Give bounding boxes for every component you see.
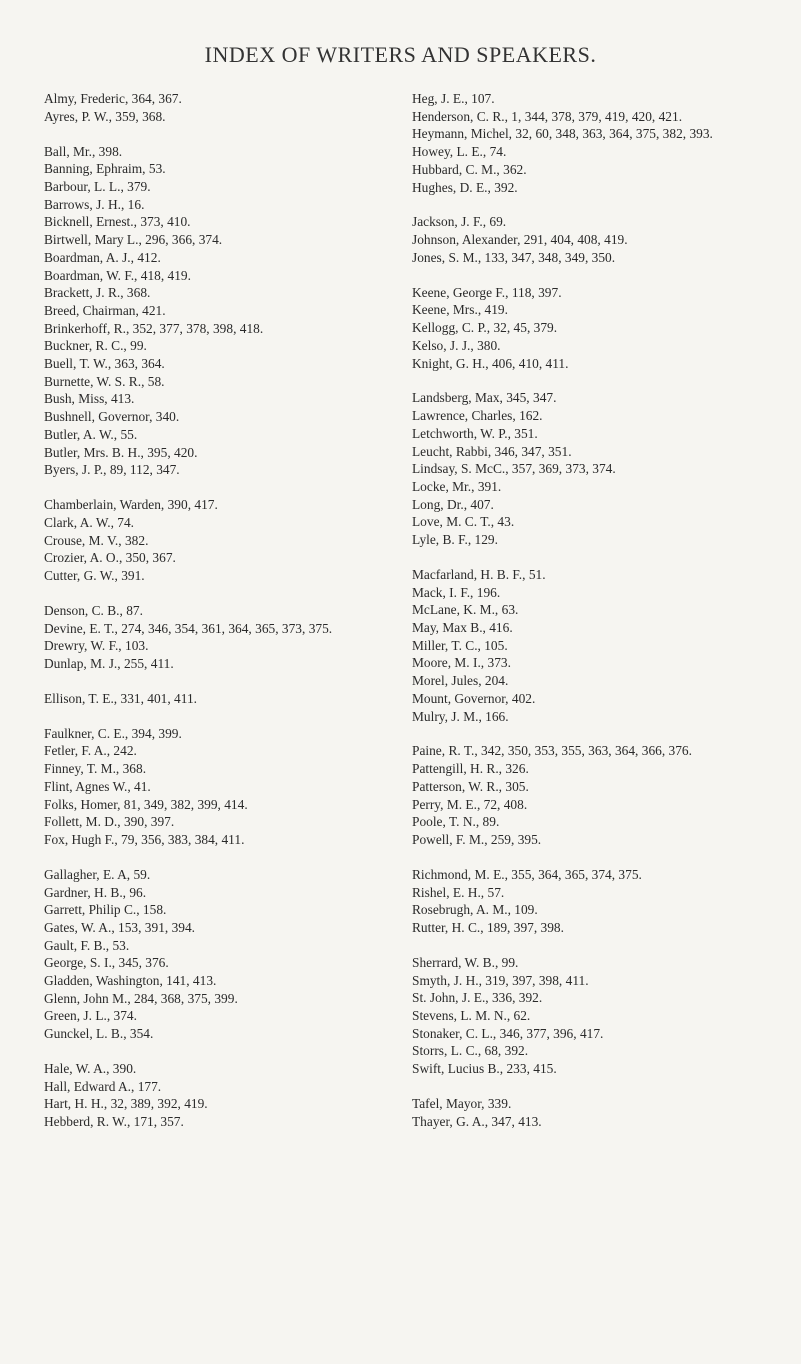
index-entry: Hale, W. A., 390.: [44, 1061, 137, 1077]
index-entry: Miller, T. C., 105.: [412, 637, 508, 653]
index-entry: Crozier, A. O., 350, 367.: [44, 550, 176, 566]
index-entry: Follett, M. D., 390, 397.: [44, 814, 175, 830]
index-entry: Garrett, Philip C., 158.: [44, 902, 167, 918]
index-entry: Lawrence, Charles, 162.: [412, 408, 543, 424]
index-letter-group: [44, 1060, 384, 1131]
index-entry: Johnson, Alexander, 291, 404, 408, 419.: [412, 232, 628, 248]
index-letter-group: [412, 954, 792, 1078]
index-entry: Folks, Homer, 81, 349, 382, 399, 414.: [44, 796, 248, 812]
index-entry: Rutter, H. C., 189, 397, 398.: [412, 919, 564, 935]
index-entry: Gates, W. A., 153, 391, 394.: [44, 919, 196, 935]
index-entry: Morel, Jules, 204.: [412, 673, 509, 689]
index-letter-group: [412, 566, 792, 725]
index-entry: Bushnell, Governor, 340.: [44, 409, 180, 425]
index-entry: Brackett, J. R., 368.: [44, 285, 151, 301]
index-entry: Birtwell, Mary L., 296, 366, 374.: [44, 232, 223, 248]
index-letter-group: [412, 284, 792, 373]
index-entry: Jackson, J. F., 69.: [412, 214, 507, 230]
index-entry: Rishel, E. H., 57.: [412, 884, 505, 900]
index-letter-group: [44, 725, 384, 849]
index-entry: Hubbard, C. M., 362.: [412, 161, 527, 177]
page-title: INDEX OF WRITERS AND SPEAKERS.: [204, 42, 597, 67]
left-index-column: [44, 90, 384, 1148]
index-entry: Mulry, J. M., 166.: [412, 708, 509, 724]
index-entry: Kellogg, C. P., 32, 45, 379.: [412, 320, 558, 336]
index-entry: Byers, J. P., 89, 112, 347.: [44, 462, 180, 478]
index-entry: Buell, T. W., 363, 364.: [44, 356, 165, 372]
index-entry: Gault, F. B., 53.: [44, 937, 130, 953]
index-entry: Crouse, M. V., 382.: [44, 532, 149, 548]
index-entry: Barrows, J. H., 16.: [44, 196, 145, 212]
index-entry: Leucht, Rabbi, 346, 347, 351.: [412, 443, 572, 459]
index-letter-group: [44, 143, 384, 479]
index-entry: Letchworth, W. P., 351.: [412, 425, 538, 441]
index-entry: Kelso, J. J., 380.: [412, 337, 501, 353]
index-entry: Rosebrugh, A. M., 109.: [412, 902, 538, 918]
index-entry: Jones, S. M., 133, 347, 348, 349, 350.: [412, 249, 616, 265]
index-entry: Green, J. L., 374.: [44, 1008, 137, 1024]
index-entry: McLane, K. M., 63.: [412, 602, 519, 618]
index-entry: Faulkner, C. E., 394, 399.: [44, 725, 182, 741]
index-letter-group: [44, 496, 384, 585]
index-entry: Pattengill, H. R., 326.: [412, 761, 529, 777]
index-entry: Fetler, F. A., 242.: [44, 743, 137, 759]
index-letter-group: [412, 742, 792, 848]
index-entry: Hughes, D. E., 392.: [412, 179, 518, 195]
index-entry: Gallagher, E. A, 59.: [44, 866, 151, 882]
index-entry: Butler, Mrs. B. H., 395, 420.: [44, 444, 198, 460]
index-entry: Barbour, L. L., 379.: [44, 179, 151, 194]
index-entry: Mack, I. F., 196.: [412, 584, 501, 600]
index-entry: Love, M. C. T., 43.: [412, 514, 515, 530]
index-letter-group: [412, 389, 792, 548]
index-entry: Ellison, T. E., 331, 401, 411.: [44, 690, 197, 706]
index-letter-group: [412, 213, 792, 266]
index-letter-group: [44, 90, 384, 125]
index-entry: Landsberg, Max, 345, 347.: [412, 390, 557, 406]
index-entry: Stonaker, C. L., 346, 377, 396, 417.: [412, 1025, 604, 1041]
index-entry: Stevens, L. M. N., 62.: [412, 1007, 531, 1023]
index-entry: Gladden, Washington, 141, 413.: [44, 973, 217, 989]
index-entry: Heymann, Michel, 32, 60, 348, 363, 364, 375, 382, 393.: [412, 126, 713, 142]
index-entry: May, Max B., 416.: [412, 620, 513, 636]
index-letter-group: [44, 602, 384, 673]
index-entry: Perry, M. E., 72, 408.: [412, 796, 528, 812]
index-entry: Moore, M. I., 373.: [412, 655, 511, 671]
index-entry: Sherrard, W. B., 99.: [412, 954, 519, 970]
index-entry: Paine, R. T., 342, 350, 353, 355, 363, 364, 366, 376.: [412, 743, 692, 759]
index-entry: Almy, Frederic, 364, 367.: [44, 91, 182, 106]
index-entry: Powell, F. M., 259, 395.: [412, 831, 542, 847]
index-entry: St. John, J. E., 336, 392.: [412, 990, 543, 1006]
index-entry: Gardner, H. B., 96.: [44, 884, 147, 900]
index-letter-group: [412, 866, 792, 937]
index-entry: Mount, Governor, 402.: [412, 690, 536, 706]
index-entry: Breed, Chairman, 421.: [44, 302, 166, 318]
index-entry: Brinkerhoff, R., 352, 377, 378, 398, 418.: [44, 320, 264, 336]
index-entry: Locke, Mr., 391.: [412, 478, 502, 494]
index-entry: Burnette, W. S. R., 58.: [44, 373, 165, 389]
index-entry: Drewry, W. F., 103.: [44, 638, 149, 654]
index-entry: Ayres, P. W., 359, 368.: [44, 108, 166, 124]
index-letter-group: [44, 866, 384, 1043]
index-entry: Bush, Miss, 413.: [44, 391, 135, 407]
index-entry: Thayer, G. A., 347, 413.: [412, 1113, 542, 1129]
index-entry: Dunlap, M. J., 255, 411.: [44, 655, 174, 671]
index-entry: Macfarland, H. B. F., 51.: [412, 566, 546, 582]
index-entry: Heg, J. E., 107.: [412, 91, 495, 106]
index-entry: Buckner, R. C., 99.: [44, 338, 147, 354]
index-entry: Gunckel, L. B., 354.: [44, 1026, 154, 1042]
index-letter-group: [44, 690, 384, 708]
index-entry: Hall, Edward A., 177.: [44, 1078, 162, 1094]
index-entry: Swift, Lucius B., 233, 415.: [412, 1061, 557, 1077]
index-entry: Banning, Ephraim, 53.: [44, 161, 166, 177]
index-entry: Knight, G. H., 406, 410, 411.: [412, 355, 569, 371]
index-entry: Keene, Mrs., 419.: [412, 302, 508, 318]
index-entry: Keene, George F., 118, 397.: [412, 284, 562, 300]
index-entry: Hart, H. H., 32, 389, 392, 419.: [44, 1096, 208, 1112]
index-entry: Lindsay, S. McC., 357, 369, 373, 374.: [412, 461, 616, 477]
index-entry: Glenn, John M., 284, 368, 375, 399.: [44, 990, 238, 1006]
index-entry: Boardman, A. J., 412.: [44, 249, 161, 265]
index-entry: Long, Dr., 407.: [412, 496, 494, 512]
index-entry: Devine, E. T., 274, 346, 354, 361, 364, 365, 373, 375.: [44, 620, 333, 636]
index-entry: Tafel, Mayor, 339.: [412, 1095, 512, 1111]
index-entry: Boardman, W. F., 418, 419.: [44, 267, 191, 283]
index-entry: Chamberlain, Warden, 390, 417.: [44, 497, 218, 513]
index-entry: Denson, C. B., 87.: [44, 602, 143, 618]
index-entry: Howey, L. E., 74.: [412, 144, 507, 160]
index-entry: Patterson, W. R., 305.: [412, 778, 529, 794]
index-entry: Clark, A. W., 74.: [44, 514, 135, 530]
index-entry: Finney, T. M., 368.: [44, 761, 147, 777]
index-entry: George, S. I., 345, 376.: [44, 955, 169, 971]
index-entry: Lyle, B. F., 129.: [412, 532, 498, 548]
index-entry: Smyth, J. H., 319, 397, 398, 411.: [412, 972, 589, 988]
index-entry: Poole, T. N., 89.: [412, 814, 500, 830]
index-entry: Butler, A. W., 55.: [44, 426, 138, 442]
index-entry: Storrs, L. C., 68, 392.: [412, 1043, 529, 1059]
index-entry: Henderson, C. R., 1, 344, 378, 379, 419, 420, 421.: [412, 108, 683, 124]
index-entry: Richmond, M. E., 355, 364, 365, 374, 375.: [412, 866, 642, 882]
index-entry: Flint, Agnes W., 41.: [44, 778, 151, 794]
right-index-column: [412, 90, 792, 1148]
index-letter-group: [412, 1095, 792, 1130]
index-entry: Cutter, G. W., 391.: [44, 567, 145, 583]
index-entry: Bicknell, Ernest., 373, 410.: [44, 214, 191, 230]
index-entry: Fox, Hugh F., 79, 356, 383, 384, 411.: [44, 831, 245, 847]
index-entry: Hebberd, R. W., 171, 357.: [44, 1114, 184, 1130]
index-letter-group: [412, 90, 792, 196]
index-entry: Ball, Mr., 398.: [44, 143, 123, 159]
